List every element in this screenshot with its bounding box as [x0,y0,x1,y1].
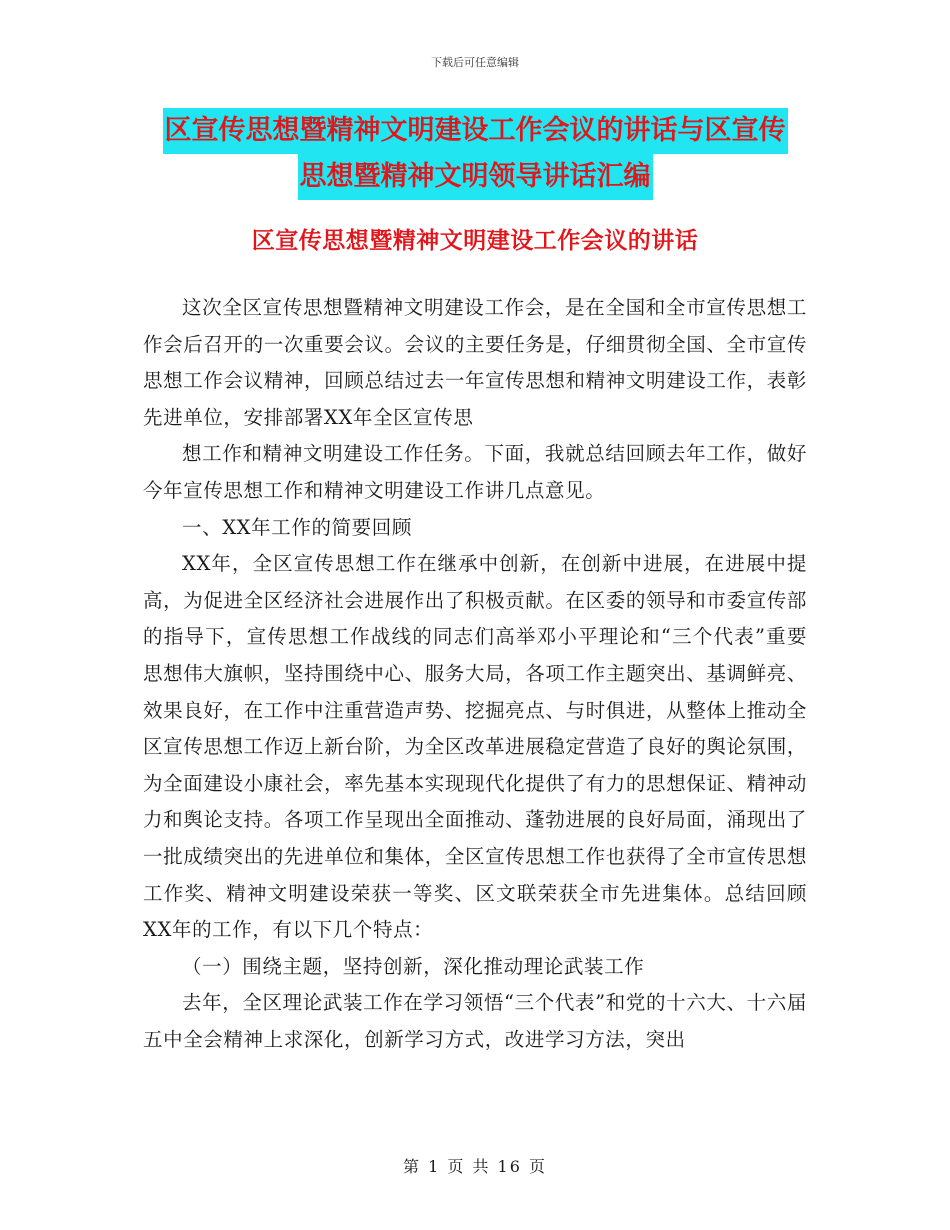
header-note: 下载后可任意编辑 [431,56,519,69]
page-footer: 第 1 页 共 16 页 [403,1157,547,1176]
heading-paragraph: 一、XX年工作的简要回顾 [182,515,412,539]
paragraph: 想工作和精神文明建设工作任务。下面，我就总结回顾去年工作，做好今年宣传思想工作和精神文明建设工作讲几点意见。 [143,442,807,502]
paragraph: 这次全区宣传思想暨精神文明建设工作会，是在全国和全市宣传思想工作会后召开的一次重要会议。会议的主要任务是，仔细贯彻全国、全市宣传思想工作会议精神，回顾总结过去一年宣传思想和精神文明建设工作，表彰先进单位，安排部署XX年全区宣传思 [143,296,807,429]
document-title-line-1: 区宣传思想暨精神文明建设工作会议的讲话与区宣传 [163,108,788,154]
document-title [145,108,805,200]
body-text [143,290,807,1058]
paragraph: 去年，全区理论武装工作在学习领悟“三个代表”和党的十六大、十六届五中全会精神上求深化，创新学习方式，改进学习方法，突出 [143,991,807,1051]
section-title: 区宣传思想暨精神文明建设工作会议的讲话 [251,228,699,254]
paragraph: XX年，全区宣传思想工作在继承中创新，在创新中进展，在进展中提高，为促进全区经济社会进展作出了积极贡献。在区委的领导和市委宣传部的指导下，宣传思想工作战线的同志们高举邓小平理论和“三个代表”重要思想伟大旗帜，坚持围绕中心、服务大局，各项工作主题突出、基调鲜亮、效果良好，在工作中注重营造声势、挖掘亮点、与时俱进，从整体上推动全区宣传思想工作迈上新台阶，为全区改革进展稳定营造了良好的舆论氛围，为全面建设小康社会，率先基本实现现代化提供了有力的思想保证、精神动力和舆论支持。各项工作呈现出全面推动、蓬勃进展的良好局面，涌现出了一批成绩突出的先进单位和集体，全区宣传思想工作也获得了全市宣传思想工作奖、精神文明建设荣获一等奖、区文联荣获全市先进集体。总结回顾XX年的工作，有以下几个特点： [143,552,807,942]
document-title-line-2: 思想暨精神文明领导讲话汇编 [298,154,653,200]
subheading-paragraph: （一）围绕主题，坚持创新，深化推动理论武装工作 [182,954,645,978]
